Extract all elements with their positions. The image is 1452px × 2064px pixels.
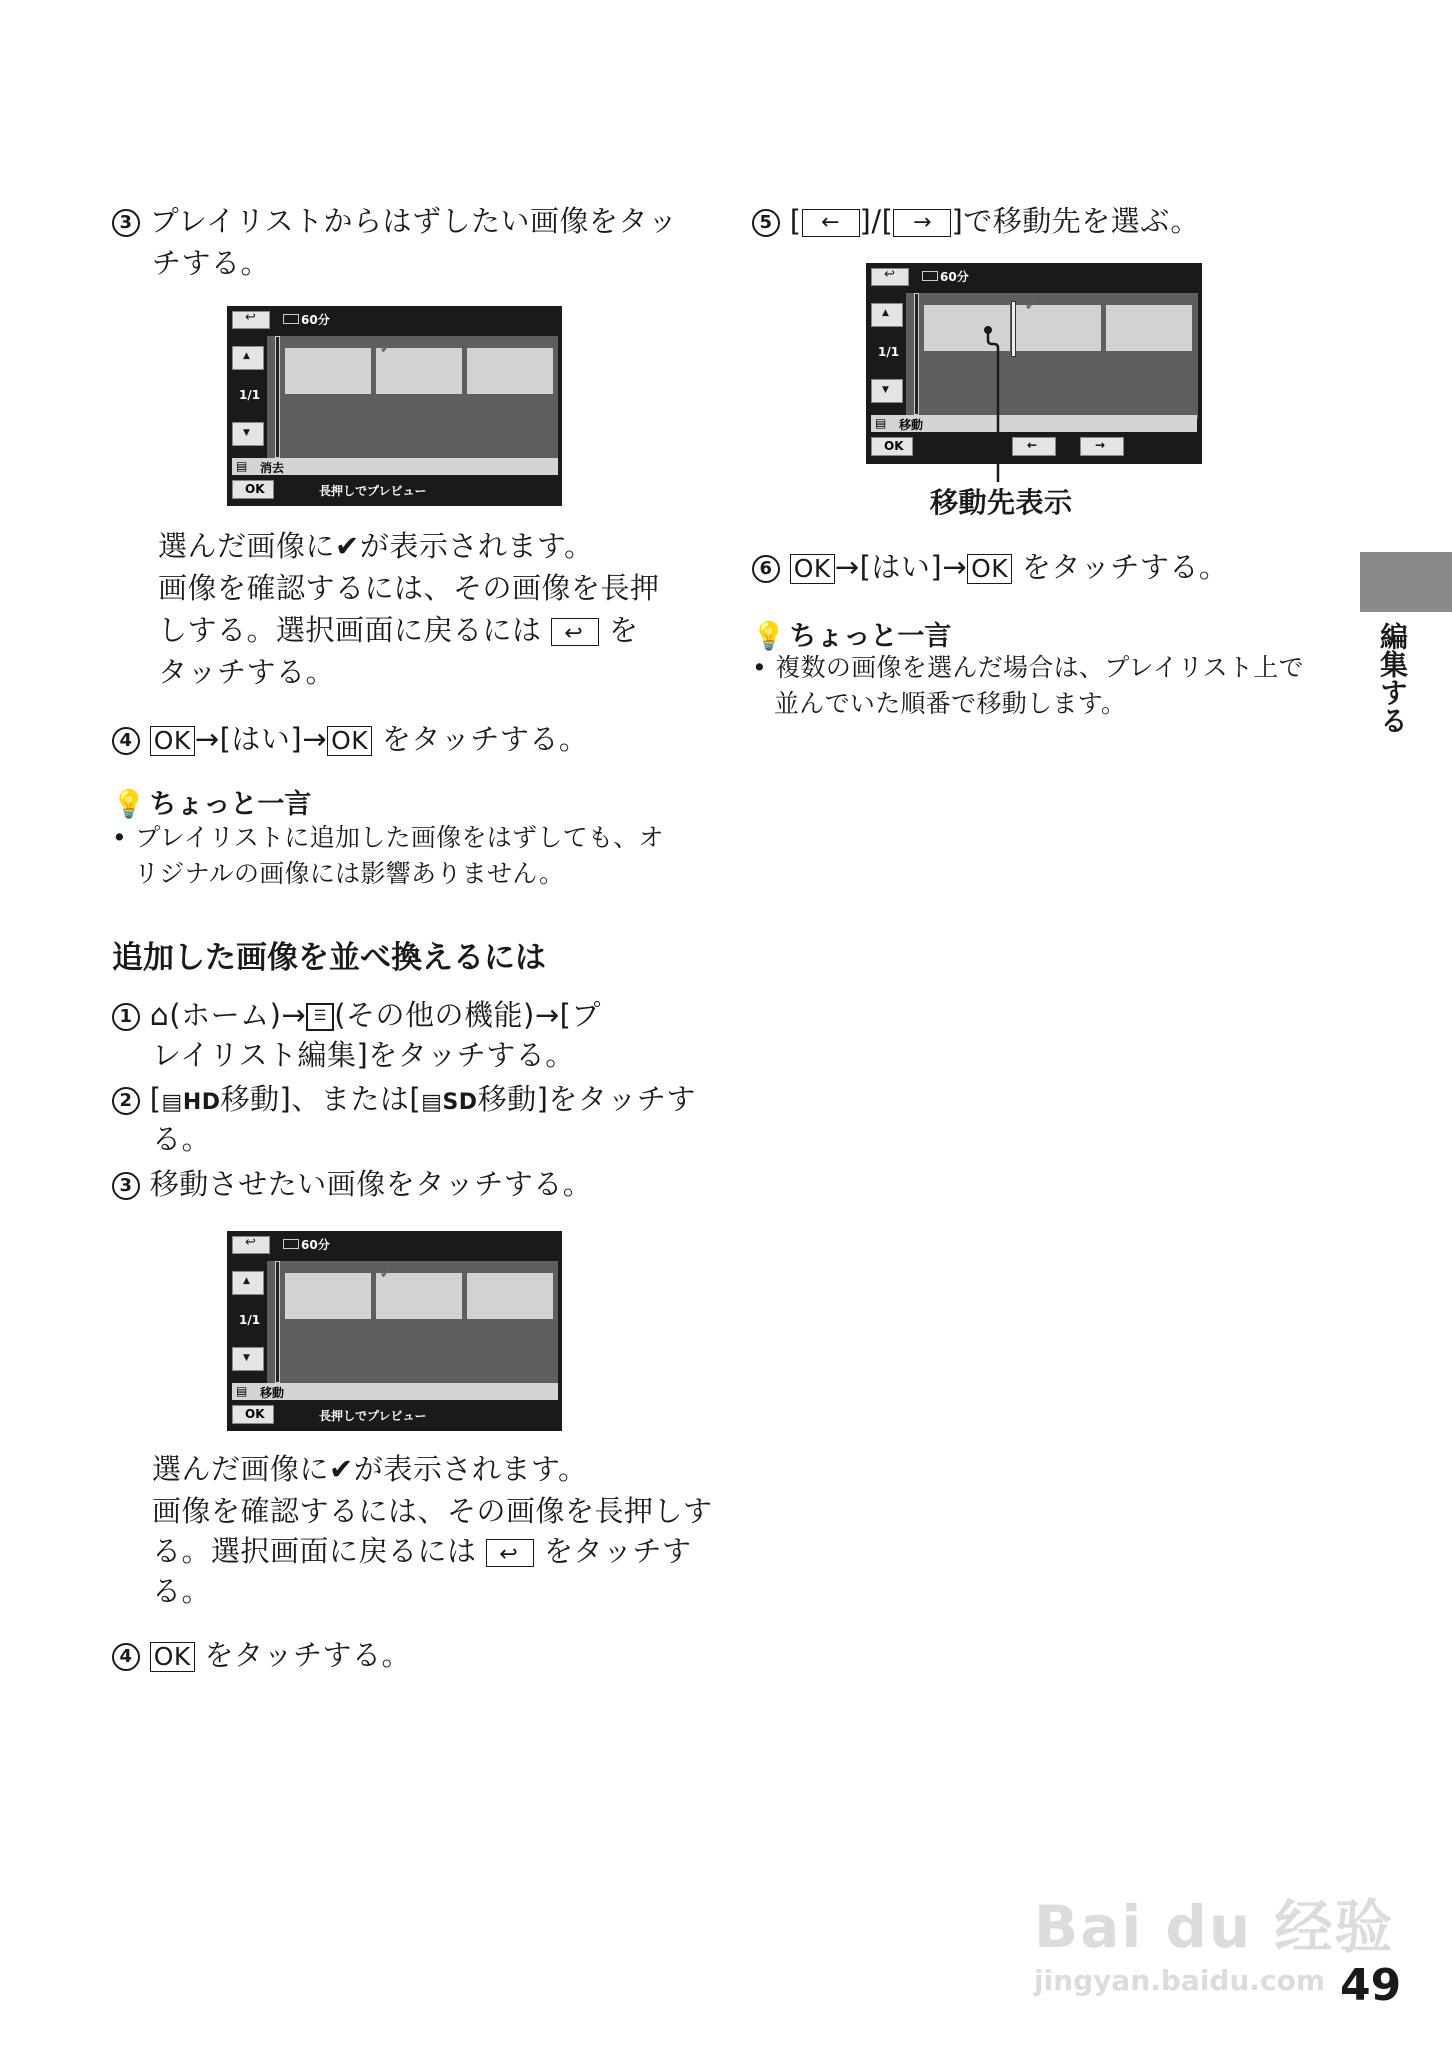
battery-remaining: 60分 xyxy=(940,270,969,284)
ok-button-label: OK xyxy=(327,726,372,756)
check-icon: ✔ xyxy=(380,342,391,357)
bullet-icon: • xyxy=(752,653,768,682)
scroll-up-button[interactable] xyxy=(871,303,903,327)
tip-line-2: リジナルの画像には影響ありません。 xyxy=(134,859,565,888)
thumbnail-2[interactable] xyxy=(376,342,462,394)
thumbnail-2[interactable] xyxy=(1015,299,1101,351)
return-icon: ↩ xyxy=(245,1235,256,1250)
section-tab-label: 編集する xyxy=(1376,622,1409,734)
step-2-move: 2 [▤HD移動]、または[▤SD移動]をタッチす xyxy=(112,1078,696,1124)
step-number: 5 xyxy=(752,209,780,237)
check-icon: ✔ xyxy=(1025,299,1036,314)
thumbnail-3[interactable] xyxy=(1106,305,1192,351)
battery-icon xyxy=(283,314,299,324)
home-icon: ⌂ xyxy=(149,998,170,1033)
down-arrow-icon: ▼ xyxy=(243,428,250,438)
mode-bar xyxy=(871,415,1197,432)
scroll-down-button[interactable] xyxy=(232,422,264,446)
return-note-cont: タッチする。 xyxy=(158,655,336,689)
section-tab xyxy=(1360,552,1452,612)
move-right-button[interactable] xyxy=(1080,437,1124,456)
return-button[interactable] xyxy=(232,1236,270,1254)
step-number: 6 xyxy=(752,555,780,583)
step-number: 3 xyxy=(112,209,140,237)
ok-button[interactable]: OK xyxy=(232,1405,274,1424)
lcd-screen-move xyxy=(227,1231,562,1431)
return-note: る。選択画面に戻るには ↩ をタッチす xyxy=(152,1534,692,1568)
step-number: 2 xyxy=(112,1087,140,1115)
page-indicator: 1/1 xyxy=(239,1313,261,1327)
thumbnail-3[interactable] xyxy=(467,1273,553,1319)
lcd-screen-destination xyxy=(866,263,1202,464)
tip-heading: 💡 ちょっと一言 xyxy=(112,789,312,820)
tip-heading: 💡 ちょっと一言 xyxy=(752,621,952,652)
step-4-confirm: 4 OK →[はい]→ OK をタッチする。 xyxy=(112,718,588,760)
step-number: 1 xyxy=(112,1003,140,1031)
yes-label: [はい] xyxy=(219,722,303,756)
page-number: 49 xyxy=(1340,1960,1402,2011)
thumbnail-2[interactable] xyxy=(376,1267,462,1319)
scroll-down-button[interactable] xyxy=(232,1347,264,1371)
return-note-cont: る。 xyxy=(152,1574,212,1608)
ok-button-label: OK xyxy=(790,554,835,584)
selected-note: 選んだ画像に✔が表示されます。 xyxy=(158,529,594,563)
selected-note: 選んだ画像に✔が表示されます。 xyxy=(152,1452,588,1486)
right-arrow-button-label: → xyxy=(893,209,951,237)
step-2-cont: る。 xyxy=(152,1122,212,1156)
mode-label: 移動 xyxy=(899,418,924,432)
step-3-remove xyxy=(112,200,678,242)
lightbulb-icon: 💡 xyxy=(112,789,146,820)
down-arrow-icon: ▼ xyxy=(243,1353,250,1363)
preview-note: 画像を確認するには、その画像を長押しす xyxy=(152,1494,713,1528)
ok-button[interactable]: OK xyxy=(232,480,274,499)
scrollbar[interactable] xyxy=(914,293,919,415)
step-number: 4 xyxy=(112,727,140,755)
step-number: 4 xyxy=(112,1643,140,1671)
return-button[interactable] xyxy=(871,268,909,286)
ok-button[interactable]: OK xyxy=(871,437,913,456)
preview-hint: 長押しでプレビュー xyxy=(319,1409,427,1423)
step-5-select-destination: 5 [ ← ]/[ → ]で移動先を選ぶ。 xyxy=(752,200,1200,242)
mode-label: 移動 xyxy=(260,1386,285,1400)
callout-line xyxy=(980,320,1020,490)
mode-label: 消去 xyxy=(260,461,285,475)
up-arrow-icon: ▲ xyxy=(882,308,889,318)
up-arrow-icon: ▲ xyxy=(243,1276,250,1286)
right-arrow-icon: → xyxy=(1095,438,1106,452)
mode-icon: ▤ xyxy=(236,459,248,473)
battery-remaining: 60分 xyxy=(301,1238,330,1252)
watermark-logo: Bai du 经验 xyxy=(1034,1893,1395,1961)
checkmark-icon: ✔ xyxy=(329,1452,354,1486)
page-indicator: 1/1 xyxy=(878,345,900,359)
step-1-cont: レイリスト編集]をタッチする。 xyxy=(152,1038,575,1072)
preview-hint: 長押しでプレビュー xyxy=(319,484,427,498)
bullet-icon: • xyxy=(112,823,128,852)
arrow-icon: → xyxy=(194,722,220,756)
tip-line-1: • プレイリストに追加した画像をはずしても、オ xyxy=(112,823,664,852)
hd-move-icon: ▤HD xyxy=(161,1090,221,1115)
section-heading: 追加した画像を並べ換えるには xyxy=(112,940,546,976)
battery-remaining: 60分 xyxy=(301,313,330,327)
watermark-url: jingyan.baidu.com xyxy=(1034,1964,1326,1997)
down-arrow-icon: ▼ xyxy=(882,385,889,395)
tip-line-1: • 複数の画像を選んだ場合は、プレイリスト上で xyxy=(752,653,1304,682)
step-6-confirm: 6 OK →[はい]→ OK をタッチする。 xyxy=(752,546,1228,588)
left-arrow-icon: ← xyxy=(1027,438,1038,452)
return-icon: ↩ xyxy=(486,1539,534,1567)
lcd-screen-remove xyxy=(227,306,562,506)
tip-line-2: 並んでいた順番で移動します。 xyxy=(774,689,1127,718)
other-functions-icon: ☰ xyxy=(306,1003,334,1031)
step-3-move: 3 移動させたい画像をタッチする。 xyxy=(112,1163,592,1205)
battery-icon xyxy=(922,271,938,281)
scrollbar[interactable] xyxy=(275,1261,280,1383)
scroll-up-button[interactable] xyxy=(232,1271,264,1295)
check-icon: ✔ xyxy=(380,1267,391,1282)
mode-bar xyxy=(232,1383,558,1400)
thumbnail-1[interactable] xyxy=(285,348,371,394)
sd-move-icon: ▤SD xyxy=(421,1090,478,1115)
step-number: 3 xyxy=(112,1172,140,1200)
step-1-home: 1 ⌂(ホーム)→ ☰ (その他の機能)→[プ xyxy=(112,994,601,1037)
step-text: プレイリストからはずしたい画像をタッ xyxy=(149,204,678,238)
ok-button-label: OK xyxy=(150,1642,195,1672)
step-text-cont: チする。 xyxy=(152,246,271,280)
return-icon: ↩ xyxy=(245,310,256,325)
thumbnail-1[interactable] xyxy=(285,1273,371,1319)
step-4-ok: 4 OK をタッチする。 xyxy=(112,1634,411,1676)
ok-button-label: OK xyxy=(967,554,1012,584)
mode-bar xyxy=(232,458,558,475)
left-arrow-button-label: ← xyxy=(802,209,860,237)
mode-icon: ▤ xyxy=(236,1384,248,1398)
return-button[interactable] xyxy=(232,311,270,329)
up-arrow-icon: ▲ xyxy=(243,351,250,361)
scroll-up-button[interactable] xyxy=(232,346,264,370)
preview-note: 画像を確認するには、その画像を長押 xyxy=(158,571,660,605)
mode-icon: ▤ xyxy=(875,416,887,430)
scroll-down-button[interactable] xyxy=(871,379,903,403)
yes-label: [はい] xyxy=(859,550,943,584)
return-icon: ↩ xyxy=(551,618,599,646)
ok-button-label: OK xyxy=(150,726,195,756)
thumbnail-3[interactable] xyxy=(467,348,553,394)
return-note: しする。選択画面に戻るには ↩ を xyxy=(158,613,639,647)
checkmark-icon: ✔ xyxy=(335,529,360,563)
scrollbar[interactable] xyxy=(275,336,280,458)
page-indicator: 1/1 xyxy=(239,388,261,402)
lightbulb-icon: 💡 xyxy=(752,621,786,652)
battery-icon xyxy=(283,1239,299,1249)
return-icon: ↩ xyxy=(884,267,895,282)
arrow-icon: → xyxy=(302,722,328,756)
callout-label: 移動先表示 xyxy=(930,486,1073,519)
